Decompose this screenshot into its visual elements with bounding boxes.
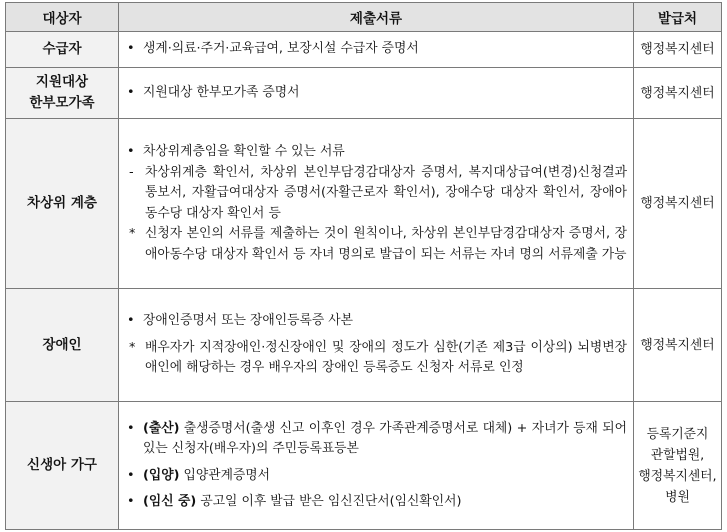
table-row — [6, 402, 722, 530]
list-item — [125, 163, 627, 225]
list-item — [125, 83, 627, 104]
table-row — [6, 68, 722, 119]
header-documents: 제출서류 — [119, 3, 634, 32]
row-issuer — [634, 402, 722, 530]
row-documents — [119, 402, 634, 530]
list-item — [125, 466, 627, 487]
row-target: 차상위 계층 — [6, 119, 119, 289]
note-text: 신청자 본인의 서류를 제출하는 것이 원칙이나, 차상위 본인부담경감대상자 증명서, 장애아동수당 대상자 확인서 등 자녀 명의로 발급이 되는 서류는 자녀 명의 서류제출 가능 — [145, 226, 627, 262]
header-row — [6, 3, 722, 32]
category-label: (입양) — [143, 467, 180, 483]
category-label: (출산) — [143, 420, 180, 436]
note-text: 배우자가 지적장애인·정신장애인 및 장애의 정도가 심한(기존 제3급 이상의) 뇌병변장애인에 해당하는 경우 배우자의 장애인 등록증도 신청자 서류로 인정 — [145, 339, 627, 376]
list-item — [125, 311, 627, 332]
issuer-line: 관할법원, — [650, 447, 705, 463]
row-issuer: 행정복지센터 — [634, 289, 722, 402]
row-issuer: 행정복지센터 — [634, 32, 722, 68]
row-target: 장애인 — [6, 289, 119, 402]
issuer-line: 행정복지센터, — [638, 468, 717, 484]
bullet-marker: • — [127, 144, 135, 159]
table-row — [6, 119, 722, 289]
header-issuer: 발급처 — [634, 3, 722, 32]
document-text: 출생증명서(출생 신고 이후인 경우 가족관계증명서로 대체) + 자녀가 등재 되어있는 신청자(배우자)의 주민등록표등본 — [143, 420, 627, 456]
bullet-marker: • — [127, 84, 135, 100]
document-text: 장애인증명서 또는 장애인등록증 사본 — [143, 313, 353, 329]
list-item — [125, 142, 627, 163]
bullet-marker: • — [127, 420, 135, 436]
list-item — [125, 338, 627, 379]
note-marker: * — [129, 339, 136, 355]
row-documents — [119, 32, 634, 68]
list-item — [125, 39, 627, 60]
document-text: 차상위계층임을 확인할 수 있는 서류 — [143, 144, 345, 159]
target-line: 한부모가족 — [29, 95, 95, 111]
table-row — [6, 32, 722, 68]
list-item — [125, 419, 627, 460]
row-documents — [119, 289, 634, 402]
list-item — [125, 492, 627, 513]
note-marker: * — [129, 226, 136, 241]
row-issuer: 행정복지센터 — [634, 68, 722, 119]
row-target: 수급자 — [6, 32, 119, 68]
document-text: 공고일 이후 발급 받은 임신진단서(임신확인서) — [200, 494, 462, 509]
header-target: 대상자 — [6, 3, 119, 32]
bullet-marker: • — [127, 41, 135, 57]
issuer-line: 등록기준지 — [646, 426, 709, 442]
row-issuer: 행정복지센터 — [634, 119, 722, 289]
row-target: 신생아 가구 — [6, 402, 119, 530]
documents-table — [5, 2, 722, 530]
document-text: 입양관계증명서 — [183, 467, 271, 483]
document-text: 생계·의료·주거·교육급여, 보장시설 수급자 증명서 — [143, 41, 419, 57]
row-documents — [119, 119, 634, 289]
row-documents — [119, 68, 634, 119]
category-label: (임신 중) — [143, 494, 197, 509]
list-item — [125, 224, 627, 265]
bullet-marker: • — [127, 313, 135, 329]
document-text: 차상위계층 확인서, 차상위 본인부담경감대상자 증명서, 복지대상급여(변경)신청결과 통보서, 자활급여대상자 증명서(자활근로자 확인서), 장애수당 대상자 확인서, 장애아동수당 대상자 확인서 등 — [145, 164, 627, 221]
bullet-marker: • — [127, 494, 135, 509]
table-row — [6, 289, 722, 402]
issuer-line: 병원 — [665, 489, 690, 505]
bullet-marker: • — [127, 467, 135, 483]
document-text: 지원대상 한부모가족 증명서 — [143, 84, 300, 100]
dash-marker: - — [129, 164, 134, 180]
target-line: 지원대상 — [35, 74, 89, 90]
row-target — [6, 68, 119, 119]
